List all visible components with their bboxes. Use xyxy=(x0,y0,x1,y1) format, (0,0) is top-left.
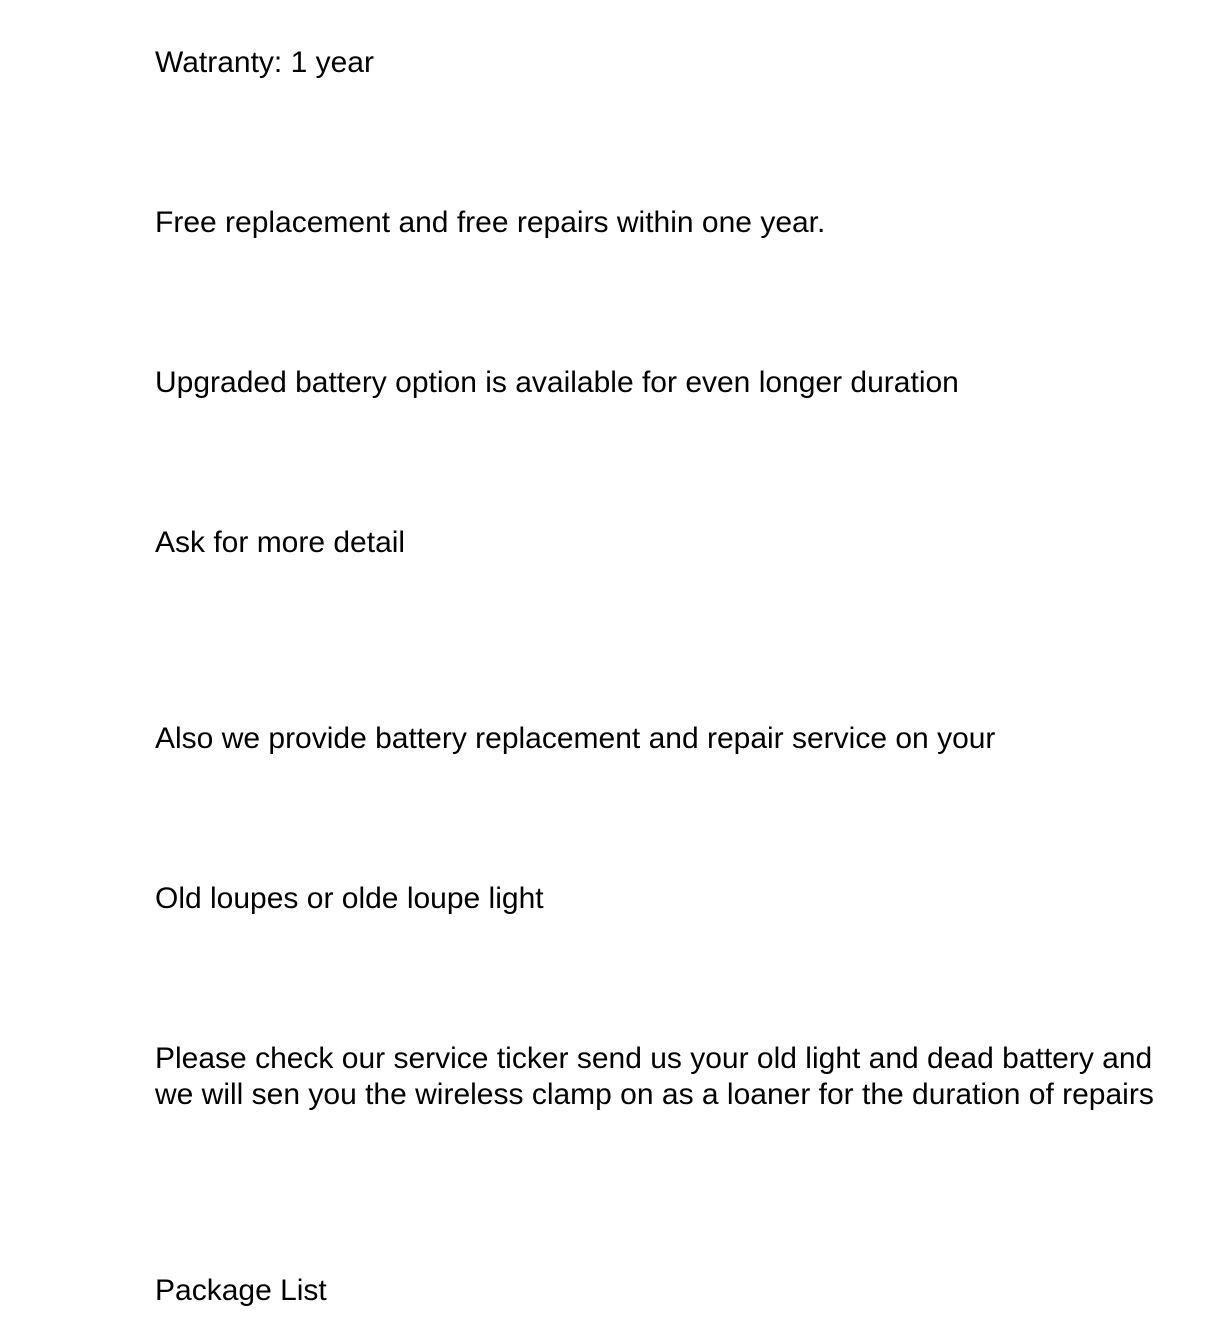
paragraph-upgraded-battery: Upgraded battery option is available for even longer duration xyxy=(155,366,959,399)
paragraph-free-replacement: Free replacement and free repairs within one year. xyxy=(155,206,826,239)
paragraph-service-ticket: Please check our service ticker send us your old light and dead battery and we will sen you the wireless clamp on as a loaner for the duration of repairs xyxy=(155,1042,1154,1111)
paragraph-battery-service: Also we provide battery replacement and repair service on your xyxy=(155,722,996,755)
heading-package-list: Package List xyxy=(155,1274,327,1307)
paragraph-old-loupes: Old loupes or olde loupe light xyxy=(155,882,544,915)
paragraph-warranty: Watranty: 1 year xyxy=(155,46,374,79)
paragraph-ask-detail: Ask for more detail xyxy=(155,526,406,559)
